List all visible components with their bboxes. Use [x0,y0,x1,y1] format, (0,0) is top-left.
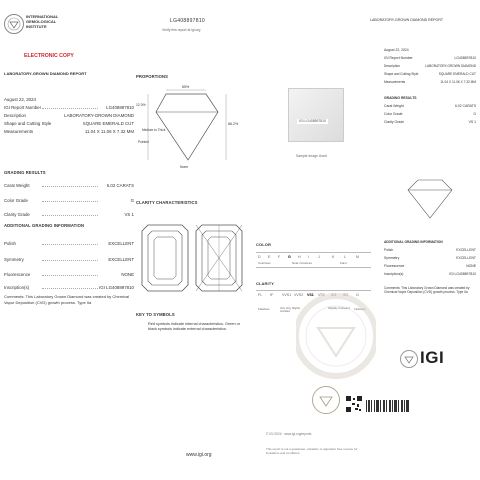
color-grade-J: J [318,255,320,259]
stub-details [384,56,476,88]
clarity-grade-IF: IF [270,293,274,297]
clarity-word-vvs: Very Very Slightly Included [280,307,301,314]
additional-value: EXCELLENT [108,241,134,246]
stub-grading-title: GRADING RESULTS [384,96,417,100]
color-word-faint: Faint [340,261,347,265]
org-name [26,14,86,29]
proportions-title: PROPORTIONS [136,74,169,79]
additional-value: EXCELLENT [108,257,134,262]
color-grade-H: H [298,255,301,259]
stub-value: G [473,112,476,116]
bottom-seal [312,386,340,414]
stub-seal-logo [400,350,418,368]
stub-row [384,72,476,80]
report-date-row [4,96,134,103]
stub-label: Measurements [384,80,406,84]
grading-label: Clarity Grade [4,212,30,217]
stub-label: Shape and Cutting Style [384,72,419,76]
org-name-line-1: INTERNATIONAL [26,14,59,19]
stub-date: August 22, 2024 [384,48,409,52]
grading-results-title: GRADING RESULTS [4,170,46,175]
symmetry-row [4,256,134,263]
clarity-characteristics-title: CLARITY CHARACTERISTICS [136,200,198,205]
clarity-plot-crown [140,223,190,293]
stub-value: SQUARE EMERALD CUT [438,72,476,76]
grading-value: VS 1 [124,212,134,217]
qr-code [346,396,362,412]
report-date: August 22, 2024 [4,97,36,102]
detail-label: IGI Report Number [4,105,42,110]
color-row [4,197,134,204]
additional-label: Inscription(s) [4,285,30,290]
table-percent: 65% [182,85,190,89]
clarity-grade-VVS1: VVS1 [282,293,292,297]
color-grade-E: E [268,255,271,259]
stub-proportions-diagram [400,174,460,224]
verify-text: Verify this report at igi.org [162,28,201,32]
stub-value: 11.04 X 11.06 X 7.32 MM [440,80,476,84]
clarity-word-flawless: Flawless [258,307,270,311]
additional-label: Symmetry [4,257,24,262]
inscription-row [4,284,134,291]
report-number-row [4,104,134,111]
footer-copyright: © IGI 2024 · www.igi.org/reports [266,432,312,436]
clarity-plot-pavilion [194,223,244,293]
clarity-grade-VS2: VS2 [318,293,325,297]
stub-additional-row [384,264,476,272]
shape-row [4,120,134,127]
additional-info [4,240,134,300]
photo-inscription: IGI LG408897810 [299,119,326,123]
photo-caption: Sample Image Used [296,154,327,158]
stub-brand: IGI [420,348,445,367]
culet-label: None [180,165,189,169]
igi-seal-logo [4,14,24,34]
stub-label: Fluorescence [384,264,405,268]
stub-value: NONE [466,264,476,268]
stub-row [384,64,476,72]
stub-value: EXCELLENT [456,248,476,252]
clarity-word-slightly: Slightly Included [328,306,350,310]
color-grade-F: F [278,255,281,259]
stub-value: LG408897810 [454,56,476,60]
stub-label: Inscription(s) [384,272,404,276]
grading-label: Carat Weight [4,183,30,188]
stub-additional-row [384,272,476,280]
org-name-line-3: INSTITUTE [26,24,47,29]
additional-label: Polish [4,241,16,246]
grading-label: Color Grade [4,198,28,203]
stub-value: VS 1 [468,120,476,124]
diamond-photo [288,88,344,142]
footer-website: www.igi.org [186,452,212,458]
stub-label: Color Grade [384,112,403,116]
stub-value: EXCELLENT [456,256,476,260]
report-details [4,96,134,156]
stub-title: LABORATORY-GROWN DIAMOND REPORT [370,18,444,22]
stub-label: Polish [384,248,394,252]
clarity-row [4,211,134,218]
stub-value: 6.02 CARATS [454,104,476,108]
key-to-symbols-note: Red symbols indicate internal characteristics. Green or black symbols indicate external characteristics. [148,322,241,331]
stub-row [384,56,476,64]
additional-label: Fluorescence [4,272,31,277]
grading-value: 6.02 CARATS [106,183,134,188]
org-name-line-2: GEMOLOGICAL [26,19,57,24]
stub-grading-row [384,112,476,120]
report-title: LABORATORY-GROWN DIAMOND REPORT [4,71,87,76]
stub-label: Description [384,64,400,68]
measurements-row [4,128,134,135]
stub-row [384,80,476,88]
grading-value: G [130,198,134,203]
stub-panel [370,18,476,448]
stub-label: Carat Weight [384,104,404,108]
stub-additional-row [384,248,476,256]
clarity-word-included: Included [354,307,366,311]
clarity-grade-SI1: SI1 [331,293,337,297]
header-report-number: LG408897810 [170,18,205,24]
crown-percent: 12.0% [136,103,146,107]
footer-disclaimer: This report is not a guarantee, valuation or appraisal. See reverse for limitations and conditions. [266,447,358,455]
clarity-scale-title: CLARITY [256,281,275,286]
detail-value: SQUARE EMERALD CUT [82,121,134,126]
stub-value: IGI LG408897810 [449,272,476,276]
detail-label: Measurements [4,129,34,134]
stub-additional-row [384,256,476,264]
detail-value: LG408897810 [106,105,134,110]
detail-value: 11.04 X 11.06 X 7.32 MM [84,129,134,134]
electronic-copy-label: ELECTRONIC COPY [24,53,74,59]
clarity-grade-VS1: VS1 [307,293,314,297]
stub-additional [384,248,476,280]
detail-label: Description [4,113,26,118]
clarity-grade-SI2: SI2 [343,293,349,297]
clarity-grade-FL: FL [258,293,263,297]
stub-grading-row [384,120,476,128]
color-grade-M: M [356,255,359,259]
color-grade-G: G [288,255,291,259]
polish-row [4,240,134,247]
depth-percent: 66.2% [228,122,239,126]
stub-grading-row [384,104,476,112]
grading-results [4,182,134,222]
color-grade-K: K [332,255,335,259]
stub-comments: Comments: This Laboratory Grown Diamond was created by Chemical Vapor Deposition (CVD) growth process. Type IIa [384,286,470,295]
proportions-diagram [136,82,246,172]
girdle-label: Medium to Thick [142,128,166,132]
color-scale-title: COLOR [256,242,271,247]
fluorescence-row [4,271,134,278]
stub-label: Symmetry [384,256,400,260]
stub-additional-title: ADDITIONAL GRADING INFORMATION [384,240,443,244]
stub-grading [384,104,476,128]
clarity-grade-I1: I1 [356,293,359,297]
pavilion-label: Pointed [138,140,149,144]
additional-value: IGI LG408897810 [99,285,134,290]
comments: Comments: This Laboratory Grown Diamond was created by Chemical Vapor Deposition (CVD) growth process. Type IIa [4,294,130,305]
additional-value: NONE [121,272,134,277]
color-grade-L: L [344,255,346,259]
additional-info-title: ADDITIONAL GRADING INFORMATION [4,223,85,228]
stub-label: IGI Report Number [384,56,413,60]
color-word-colorless: Colorless [258,261,271,265]
stub-value: LABORATORY-GROWN DIAMOND [425,64,476,68]
carat-row [4,182,134,189]
key-to-symbols-title: KEY TO SYMBOLS [136,312,175,317]
detail-value: LABORATORY-GROWN DIAMOND [64,113,134,118]
color-grade-D: D [258,255,261,259]
description-row [4,112,134,119]
clarity-grade-VVS2: VVS2 [294,293,304,297]
color-grade-I: I [308,255,309,259]
color-word-near-colorless: Near Colorless [292,261,312,265]
detail-label: Shape and Cutting Style [4,121,52,126]
stub-label: Clarity Grade [384,120,404,124]
